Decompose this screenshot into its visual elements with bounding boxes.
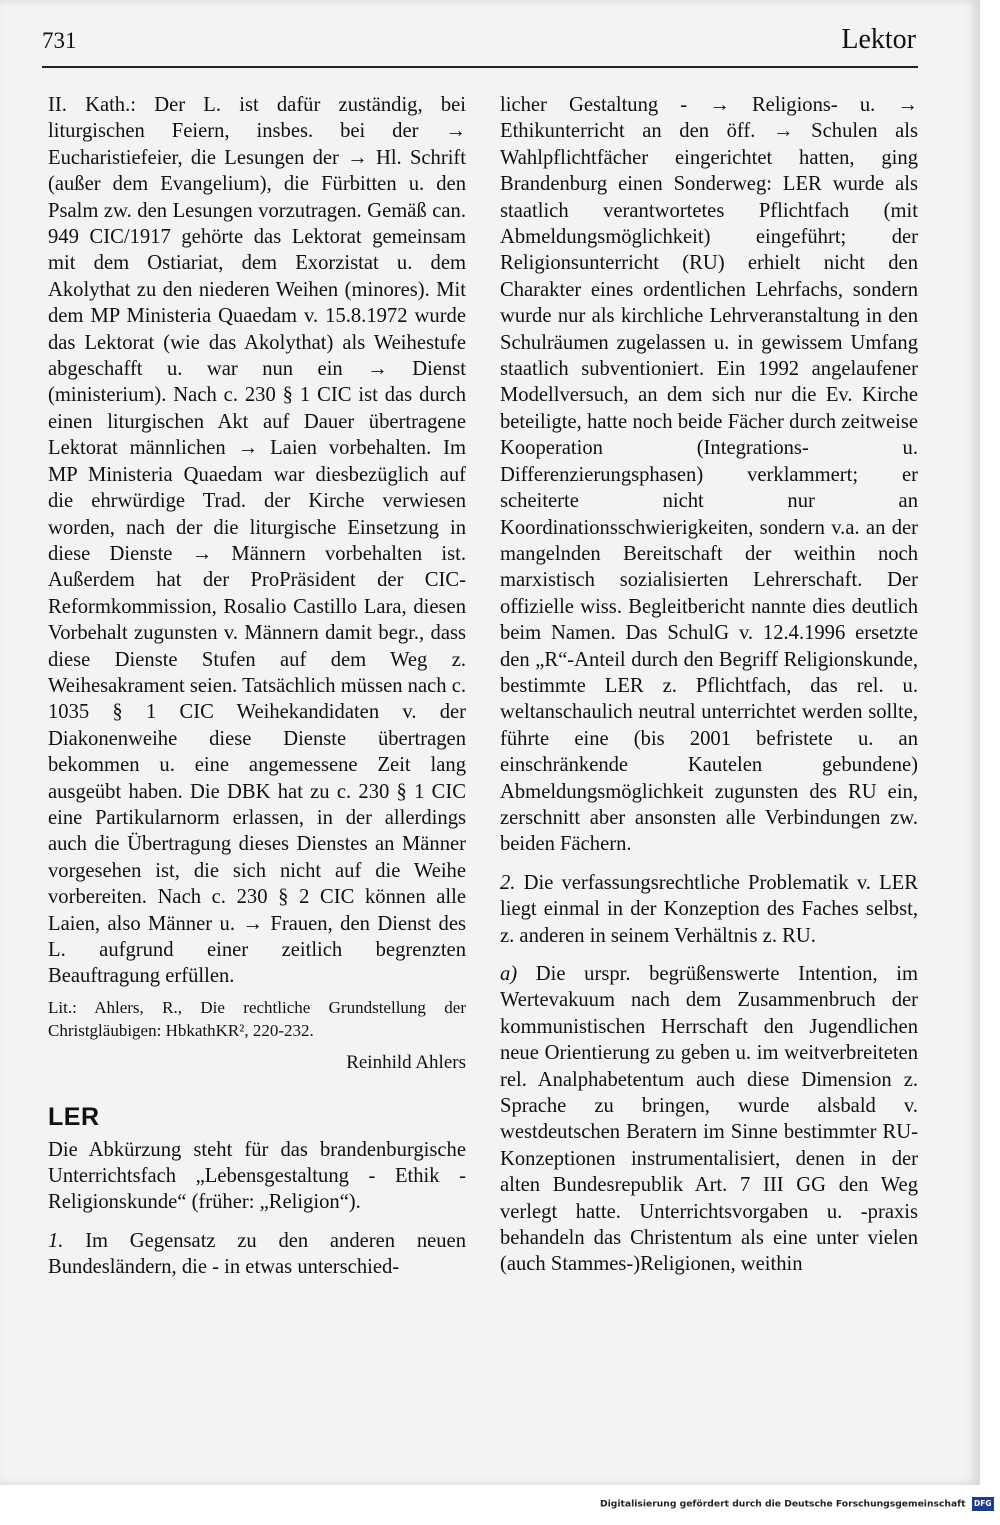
- page-header: [42, 22, 918, 68]
- entry-author: Reinhild Ahlers: [346, 1051, 466, 1073]
- section-number: 1.: [48, 1229, 64, 1252]
- ler-section-2: [500, 870, 918, 949]
- digitization-footer: [600, 1497, 992, 1519]
- subsection-label: a): [500, 963, 518, 985]
- page-number: 731: [42, 28, 77, 53]
- ler-section-1-continuation: licher Gestaltung - → Religions- u. → Ethikunterricht an den öff. → Schulen als Wahlpflichtfächer eingerichtet hatten, ging Brandenburg einen Sonderweg: LER wurde als staatlich verantwortetes Pflichtfach (mit Abmeldungsmöglichkeit) eingeführt; der Religionsunterricht (RU) erhielt nicht den Charakter eines ordentlichen Lehrfachs, sondern wurde nur als kirchliche Lehrveranstaltung in den Schulräumen zugelassen u. in gewissem Umfang staatlich subventioniert. Ein 1992 angelaufener Modellversuch, an dem sich nur die Ev. Kirche beteiligte, hatte noch beide Fächer durch zeitweise Kooperation (Integrations- u. Differenzierungsphasen) verklammert; er scheiterte nicht nur an Koordinationsschwierigkeiten, sondern v.a. an der mangelnden Bereitschaft der weithin noch marxistisch sozialisierten Lehrerschaft. Der offizielle wiss. Begleitbericht nannte dies deutlich beim Namen. Das SchulG v. 12.4.1996 ersetzte den „R“-Anteil durch den Begriff Religionskunde, bestimmte LER z. Pflichtfach, das rel. u. weltanschaulich neutral unterrichtet werden sollte, führte eine (bis 2001 befristete u. an einschränkende Kautelen gebundene) Abmeldungsmöglichkeit zugunsten des RU ein, zerschnitt aber ansonsten alle Verbindungen zw. beiden Fächern.: [500, 94, 918, 856]
- section-number: 2.: [500, 871, 516, 894]
- literature-reference: Lit.: Ahlers, R., Die rechtliche Grundstellung der Christgläubigen: HbkathKR², 220-232.: [48, 997, 466, 1040]
- footer-text: Digitalisierung gefördert durch die Deutsche Forschungsgemeinschaft: [600, 1498, 966, 1510]
- ler-section-1-start: [48, 1228, 466, 1281]
- entry-heading-ler: LER: [48, 1103, 100, 1132]
- ler-intro: Die Abkürzung steht für das brandenburgische Unterrichtsfach „Lebensgestaltung - Ethik - Religionskunde“ (früher: „Religion“).: [48, 1138, 466, 1214]
- running-head: Lektor: [841, 24, 916, 55]
- section-text: Im Gegensatz zu den anderen neuen Bundesländern, die - in etwas unterschied-: [48, 1229, 466, 1279]
- lektor-catholic-section: II. Kath.: Der L. ist dafür zuständig, bei liturgischen Feiern, insbes. bei der → Eucharistiefeier, die Lesungen der → Hl. Schrift (außer dem Evangelium), die Fürbitten u. den Psalm zw. den Lesungen vorzutragen. Gemäß can. 949 CIC/1917 gehörte das Lektorat gemeinsam mit dem Ostiariat, dem Exorzistat u. dem Akolythat zu den niederen Weihen (minores). Mit dem MP Ministeria Quaedam v. 15.8.1972 wurde das Lektorat (wie das Akolythat) als Weihestufe abgeschafft u. war nun ein → Dienst (ministerium). Nach c. 230 § 1 CIC ist das durch einen liturgischen Akt auf Dauer übertragene Lektorat männlichen → Laien vorbehalten. Im MP Ministeria Quaedam war diesbezüglich auf die ehrwürdige Trad. der Kirche verwiesen worden, nach der die liturgische Einsetzung in diese Dienste → Männern vorbehalten ist. Außerdem hat der ProPräsident der CIC-Reformkommission, Rosalio Castillo Lara, diesen Vorbehalt zugunsten v. Männern damit begr., dass diese Dienste Stufen auf dem Weg z. Weihesakrament seien. Tatsächlich müssen nach c. 1035 § 1 CIC Weihekandidaten v. der Diakonenweihe diese Dienste übertragen bekommen u. eine angemessene Zeit lang ausgeübt haben. Die DBK hat zu c. 230 § 1 CIC eine Partikularnorm erlassen, in der allerdings auch die Übertragung dieses Dienstes an Männer vorgesehen ist, die sich nicht auf die Weihe vorbereiten. Nach c. 230 § 2 CIC können alle Laien, also Männer u. → Frauen, den Dienst des L. aufgrund einer zeitlich begrenzten Beauftragung erfüllen.: [48, 94, 466, 988]
- dfg-logo-icon: DFG: [972, 1497, 994, 1511]
- ler-section-2a: [500, 961, 918, 1278]
- right-column: [500, 92, 918, 1278]
- section-text: Die urspr. begrüßenswerte Intention, im Wertevakuum nach dem Zusammenbruch der kommunistischen Herrschaft den Jugendlichen neue Orientierung zu geben u. im weitverbreiteten rel. Analphabetentum auch diese Dimension z. Sprache zu bringen, wurde alsbald v. westdeutschen Beratern im Sinne bestimmter RU-Konzeptionen instrumentalisiert, denen in der alten Bundesrepublik Art. 7 III GG den Weg verlegt hatte. Unterrichtsvorgaben u. -praxis behandeln das Christentum als eine unter vielen (auch Stammes-)Religionen, weithin: [500, 963, 918, 1276]
- section-text: Die verfassungsrechtliche Problematik v. LER liegt einmal in der Konzeption des Faches selbst, z. anderen in seinem Verhältnis z. RU.: [500, 871, 918, 947]
- left-column: [48, 92, 466, 1281]
